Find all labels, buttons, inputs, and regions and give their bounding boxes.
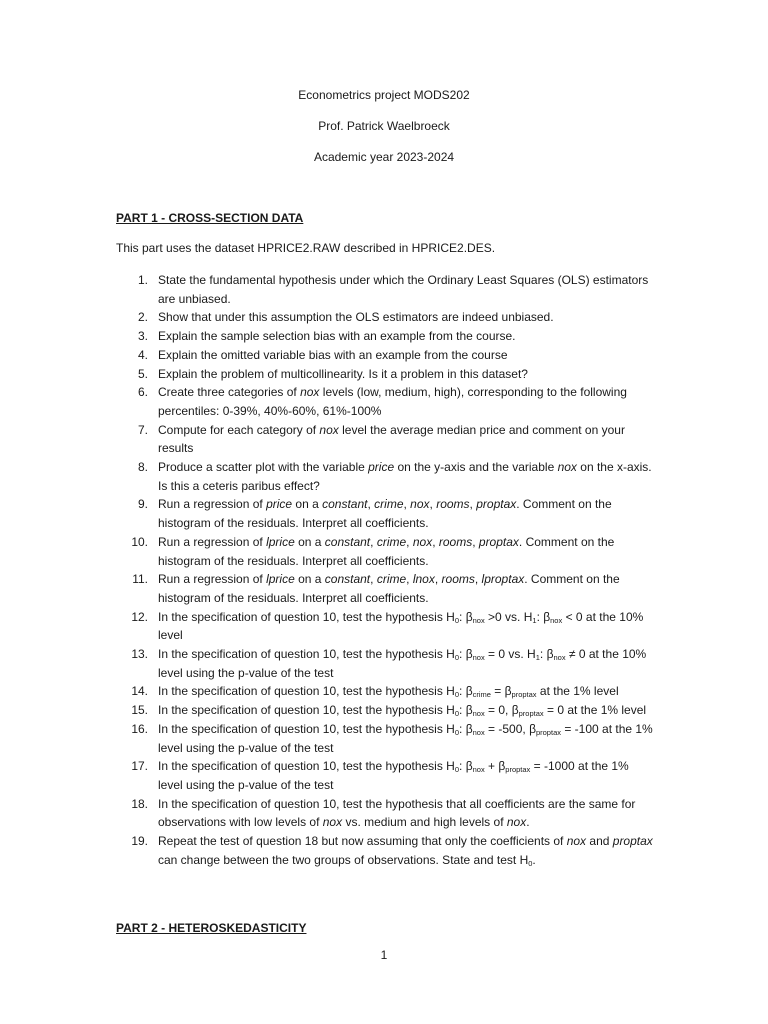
list-item-text: Repeat the test of question 18 but now assuming that only the coefficients of nox and proptax can change between the two groups of observations. State and test $H_0$. [158, 834, 653, 868]
list-item-text: In the specification of question 10, test the hypothesis $H_0$: $\beta_{nox} + \beta_{proptax} = -1000$ at the 1% level using the p-value of the test [158, 759, 629, 792]
part1-intro: This part uses the dataset HPRICE2.RAW described in HPRICE2.DES. [116, 241, 496, 255]
list-item [116, 327, 656, 346]
list-item-number: 6. [137, 385, 148, 400]
list-item-text: In the specification of question 10, test the hypothesis $H_0$: $\beta_{crime} = \beta_{proptax}$ at the 1% level [158, 684, 619, 700]
list-item-number: 3. [137, 329, 148, 344]
list-item-text: In the specification of question 10, test the hypothesis $H_0$: $\beta_{nox} = 0$ vs. $H_1$: $\beta_{nox} \ne 0$ at the 10% level using the p-value of the test [158, 647, 647, 680]
question-list [116, 271, 656, 870]
list-item-number: 7. [137, 422, 148, 437]
list-item-text: Explain the sample selection bias with an example from the course. [158, 329, 516, 344]
list-item [116, 701, 656, 720]
list-item-number: 2. [137, 310, 148, 325]
document-title: Econometrics project MODS202 [298, 88, 470, 102]
list-item-text: Run a regression of lprice on a constant, crime, nox, rooms, proptax. Comment on the histogram of the residuals. Interpret all coefficients. [158, 534, 615, 568]
list-item-number: 5. [137, 366, 148, 381]
list-item-number: 4. [137, 347, 148, 362]
list-item [116, 458, 656, 495]
list-item [116, 421, 656, 458]
list-item [116, 570, 656, 607]
list-item [116, 383, 656, 420]
list-item [116, 533, 656, 570]
list-item [116, 308, 656, 327]
list-item-text: State the fundamental hypothesis under which the Ordinary Least Squares (OLS) estimators are unbiased. [158, 273, 649, 306]
list-item [116, 720, 656, 757]
academic-year: Academic year 2023-2024 [313, 150, 455, 164]
list-item-text: In the specification of question 10, test the hypothesis $H_0$: $\beta_{nox} = 0$, $\beta_{proptax} = 0$ at the 1% level [158, 703, 647, 719]
list-item-text: In the specification of question 10, test the hypothesis $H_0$: $\beta_{nox} >0$ vs. $H_1$: $\beta_{nox} < 0$ at the 10% level [158, 609, 644, 643]
list-item-number: 13. [131, 647, 148, 662]
list-item-text: Show that under this assumption the OLS estimators are indeed unbiased. [158, 310, 554, 325]
list-item-number: 14. [131, 684, 148, 699]
page-number: 1 [380, 948, 388, 962]
list-item [116, 682, 656, 701]
list-item-text: In the specification of question 10, test the hypothesis $H_0$: $\beta_{nox} = -500$, $\beta_{proptax} = -100$ at the 1% level using the p-value of the test [158, 721, 653, 755]
list-item-text: Explain the omitted variable bias with an example from the course [158, 347, 508, 362]
list-item-text: In the specification of question 10, test the hypothesis that all coefficients are the same for observations with low levels of nox vs. medium and high levels of nox. [158, 796, 636, 830]
list-item-number: 16. [131, 721, 148, 736]
list-item [116, 608, 656, 645]
list-item [116, 832, 656, 869]
list-item-text: Create three categories of nox levels (low, medium, high), corresponding to the following percentiles: 0-39%, 40%-60%, 61%-100% [158, 385, 627, 418]
list-item-text: Compute for each category of nox level the average median price and comment on your results [158, 422, 625, 456]
list-item-text: Run a regression of price on a constant, crime, nox, rooms, proptax. Comment on the histogram of the residuals. Interpret all coefficients. [158, 497, 612, 531]
list-item-number: 11. [132, 572, 148, 587]
list-item-text: Run a regression of lprice on a constant, crime, lnox, rooms, lproptax. Comment on the histogram of the residuals. Interpret all coefficients. [158, 572, 620, 605]
list-item-text: Explain the problem of multicollinearity. Is it a problem in this dataset? [158, 366, 528, 381]
list-item [116, 757, 656, 794]
professor-name: Prof. Patrick Waelbroeck [318, 119, 450, 133]
list-item-number: 10. [131, 534, 148, 549]
list-item-number: 1. [137, 273, 148, 287]
list-item [116, 795, 656, 832]
list-item-number: 17. [131, 759, 148, 774]
list-item [116, 365, 656, 384]
list-item-number: 9. [137, 497, 148, 512]
part1-heading: PART 1 - CROSS-SECTION DATA [116, 211, 304, 225]
list-item-number: 18. [131, 796, 148, 811]
part2-heading: PART 2 - HETEROSKEDASTICITY [116, 921, 307, 935]
list-item-number: 19. [131, 834, 148, 849]
list-item-number: 12. [131, 609, 148, 624]
list-item [116, 271, 656, 308]
list-item [116, 645, 656, 682]
list-item [116, 495, 656, 532]
list-item-number: 15. [131, 703, 148, 718]
list-item-text: Produce a scatter plot with the variable price on the y-axis and the variable nox on the x-axis. Is this a ceteris paribus effect? [158, 460, 652, 493]
list-item [116, 346, 656, 365]
list-item-number: 8. [137, 460, 148, 475]
